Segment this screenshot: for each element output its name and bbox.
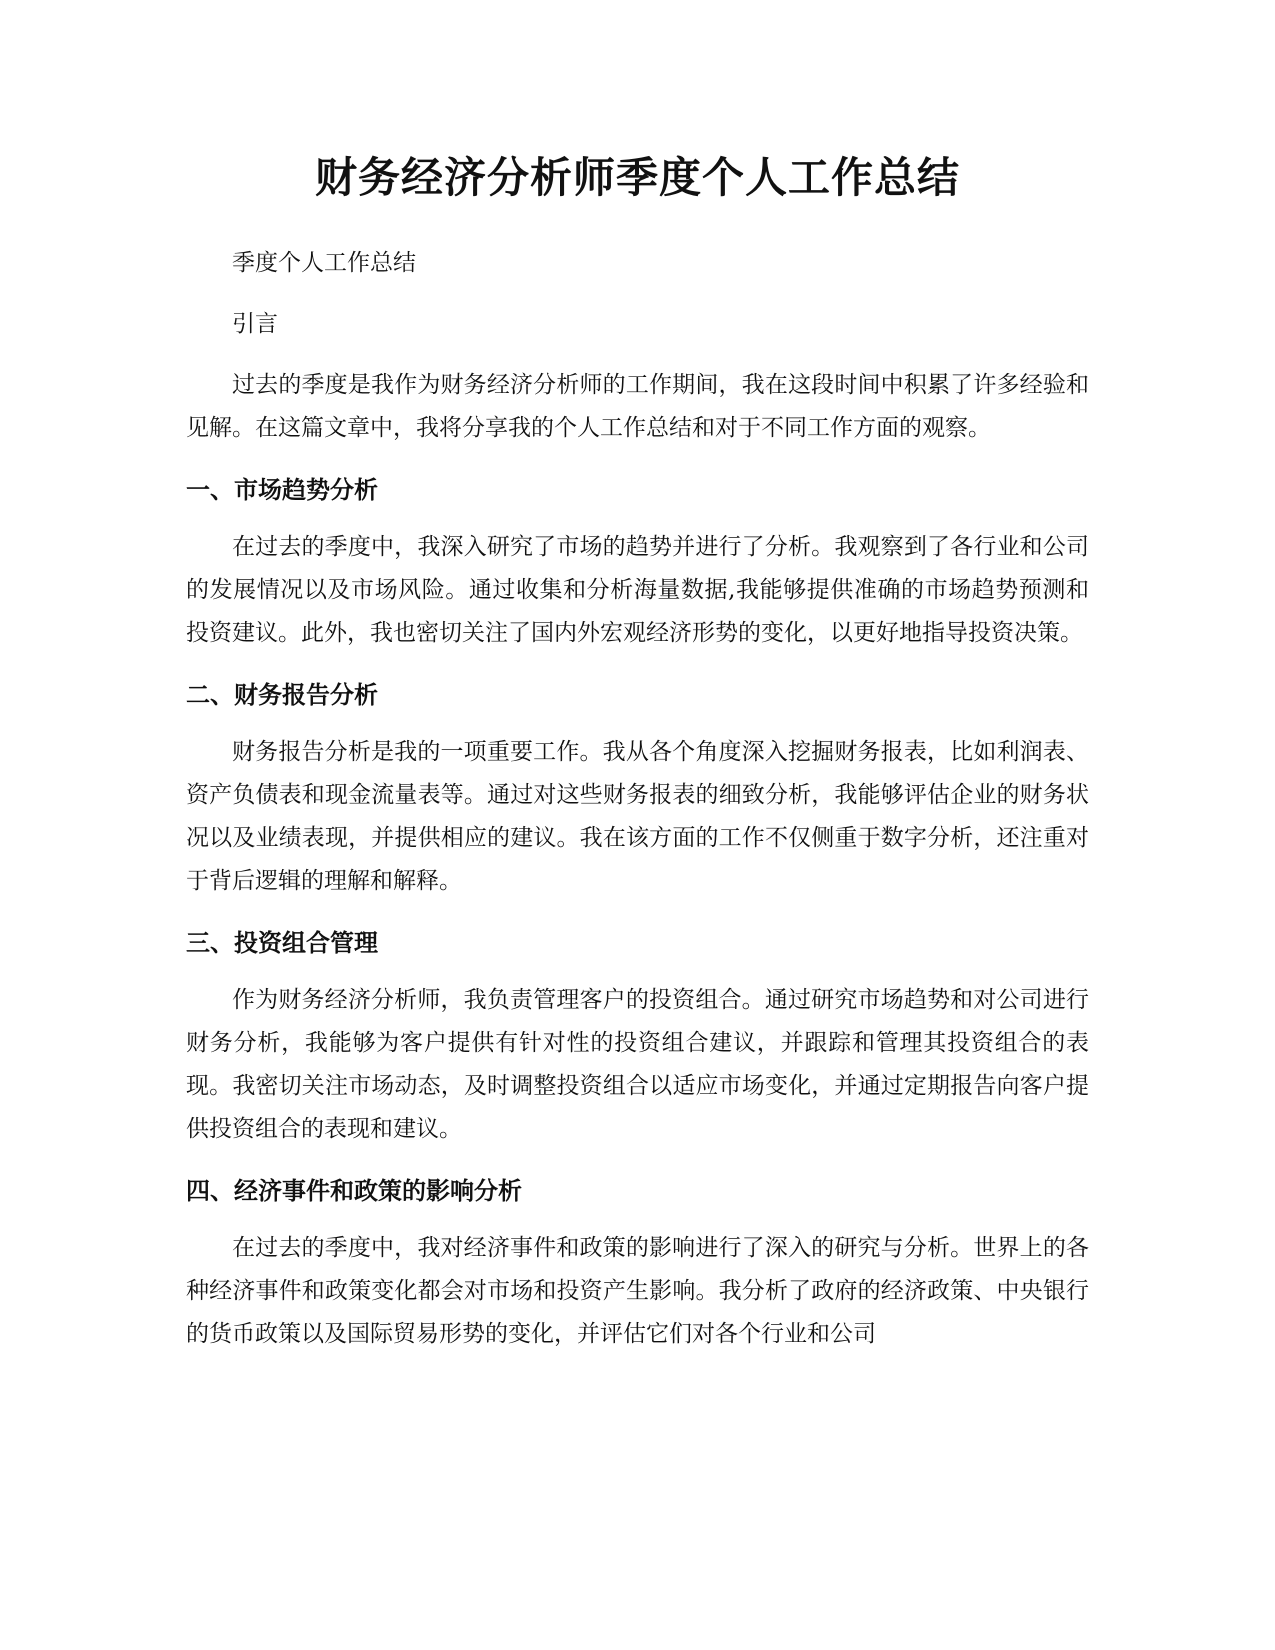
intro-heading: 引言: [232, 311, 278, 337]
section-paragraph-policy-impact: 在过去的季度中，我对经济事件和政策的影响进行了深入的研究与分析。世界上的各种经济事件和政策变化都会对市场和投资产生影响。我分析了政府的经济政策、中央银行的货币政策以及国际贸易形势的变化，并评估它们对各个行业和公司: [186, 1235, 1089, 1347]
subtitle-paragraph: 季度个人工作总结: [232, 250, 416, 276]
section-paragraph-market-trend: 在过去的季度中，我深入研究了市场的趋势并进行了分析。我观察到了各行业和公司的发展情况以及市场风险。通过收集和分析海量数据,我能够提供准确的市场趋势预测和投资建议。此外，我也密切关注了国内外宏观经济形势的变化，以更好地指导投资决策。: [186, 534, 1089, 646]
section-paragraph-financial-report: 财务报告分析是我的一项重要工作。我从各个角度深入挖掘财务报表，比如利润表、资产负债表和现金流量表等。通过对这些财务报表的细致分析，我能够评估企业的财务状况以及业绩表现，并提供相应的建议。我在该方面的工作不仅侧重于数字分析，还注重对于背后逻辑的理解和解释。: [186, 739, 1089, 894]
section-heading-portfolio: 三、投资组合管理: [186, 929, 378, 957]
section-heading-policy-impact: 四、经济事件和政策的影响分析: [186, 1177, 522, 1205]
section-heading-market-trend: 一、市场趋势分析: [186, 476, 378, 504]
section-heading-financial-report: 二、财务报告分析: [186, 681, 378, 709]
section-paragraph-portfolio: 作为财务经济分析师，我负责管理客户的投资组合。通过研究市场趋势和对公司进行财务分析，我能够为客户提供有针对性的投资组合建议，并跟踪和管理其投资组合的表现。我密切关注市场动态，及时调整投资组合以适应市场变化，并通过定期报告向客户提供投资组合的表现和建议。: [186, 987, 1089, 1142]
document-body: [186, 242, 1089, 1376]
document-title: 财务经济分析师季度个人工作总结: [314, 153, 960, 202]
intro-paragraph: 过去的季度是我作为财务经济分析师的工作期间，我在这段时间中积累了许多经验和见解。在这篇文章中，我将分享我的个人工作总结和对于不同工作方面的观察。: [186, 372, 1089, 441]
